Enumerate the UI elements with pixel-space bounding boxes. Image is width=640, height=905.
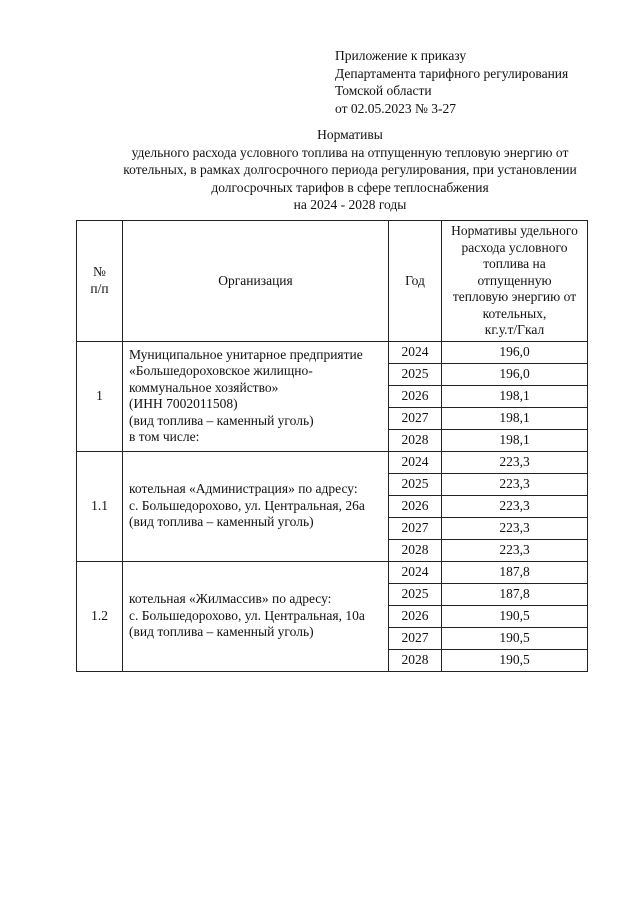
norm-value-cell: 196,0: [442, 363, 588, 385]
appendix-date-number: от 02.05.2023 № 3-27: [335, 100, 456, 116]
organization-cell: [123, 341, 389, 451]
title-line: Нормативы: [317, 127, 383, 142]
norm-value-cell: 223,3: [442, 473, 588, 495]
year-cell: 2026: [389, 495, 442, 517]
organization-line: «Большедороховское жилищно-: [129, 363, 313, 378]
year-cell: 2025: [389, 583, 442, 605]
header-norm-line: кг.у.т/Гкал: [484, 322, 545, 337]
header-norm-line: тепловую энергию от: [452, 289, 577, 304]
norm-value-cell: 198,1: [442, 385, 588, 407]
organization-line: (вид топлива – каменный уголь): [129, 412, 314, 428]
appendix-line: Департамента тарифного регулирования: [335, 65, 569, 81]
table-header-row: [77, 221, 588, 342]
norm-value-cell: 198,1: [442, 407, 588, 429]
header-year: Год: [389, 221, 442, 342]
header-norm-line: расхода условного: [461, 239, 568, 255]
norm-value-cell: 190,5: [442, 649, 588, 671]
norm-value-cell: 223,3: [442, 451, 588, 473]
title-line: на 2024 - 2028 годы: [293, 197, 407, 212]
year-cell: 2024: [389, 341, 442, 363]
title-line: котельных, в рамках долгосрочного периода регулирования, при установлении: [123, 162, 577, 177]
organization-line: (ИНН 7002011508): [129, 396, 238, 411]
header-num: [77, 221, 123, 342]
organization-line: Муниципальное унитарное предприятие: [129, 346, 363, 362]
header-norm-line: топлива на: [483, 256, 546, 271]
year-cell: 2028: [389, 539, 442, 561]
year-cell: 2025: [389, 473, 442, 495]
row-number: 1.1: [77, 451, 123, 561]
appendix-line: Томской области: [335, 83, 432, 98]
organization-line: в том числе:: [129, 429, 200, 444]
header-num-line: №: [93, 264, 106, 280]
year-cell: 2024: [389, 451, 442, 473]
header-organization: Организация: [123, 221, 389, 342]
organization-line: (вид топлива – каменный уголь): [129, 514, 314, 530]
title-line: долгосрочных тарифов в сфере теплоснабжения: [211, 179, 489, 195]
header-norm: [442, 221, 588, 342]
year-cell: 2024: [389, 561, 442, 583]
appendix-header: [335, 47, 568, 117]
table-row: [77, 561, 588, 583]
norm-value-cell: 223,3: [442, 517, 588, 539]
organization-cell: [123, 451, 389, 561]
table-row: [77, 451, 588, 473]
norm-value-cell: 190,5: [442, 627, 588, 649]
organization-line: с. Большедорохово, ул. Центральная, 10а: [129, 607, 365, 623]
appendix-line: Приложение к приказу: [335, 48, 467, 63]
norm-value-cell: 187,8: [442, 583, 588, 605]
norm-value-cell: 196,0: [442, 341, 588, 363]
organization-line: с. Большедорохово, ул. Центральная, 26а: [129, 497, 365, 513]
norm-value-cell: 190,5: [442, 605, 588, 627]
year-cell: 2028: [389, 429, 442, 451]
organization-cell: [123, 561, 389, 671]
year-cell: 2025: [389, 363, 442, 385]
norm-value-cell: 198,1: [442, 429, 588, 451]
norms-table: [76, 220, 588, 672]
header-norm-line: отпущенную: [477, 272, 552, 288]
title-line: удельного расхода условного топлива на отпущенную тепловую энергию от: [131, 144, 569, 160]
organization-line: котельная «Администрация» по адресу:: [129, 481, 358, 497]
header-norm-line: котельных,: [482, 305, 547, 321]
document-title: [80, 126, 620, 214]
row-number: 1.2: [77, 561, 123, 671]
norm-value-cell: 223,3: [442, 495, 588, 517]
year-cell: 2027: [389, 517, 442, 539]
year-cell: 2028: [389, 649, 442, 671]
header-norm-line: Нормативы удельного: [451, 223, 578, 238]
row-number: 1: [77, 341, 123, 451]
organization-line: котельная «Жилмассив» по адресу:: [129, 591, 332, 607]
norm-value-cell: 223,3: [442, 539, 588, 561]
year-cell: 2027: [389, 627, 442, 649]
header-num-line: п/п: [90, 280, 109, 296]
year-cell: 2026: [389, 605, 442, 627]
organization-line: коммунальное хозяйство»: [129, 379, 279, 395]
table-row: [77, 341, 588, 363]
year-cell: 2026: [389, 385, 442, 407]
year-cell: 2027: [389, 407, 442, 429]
organization-line: (вид топлива – каменный уголь): [129, 624, 314, 640]
norm-value-cell: 187,8: [442, 561, 588, 583]
